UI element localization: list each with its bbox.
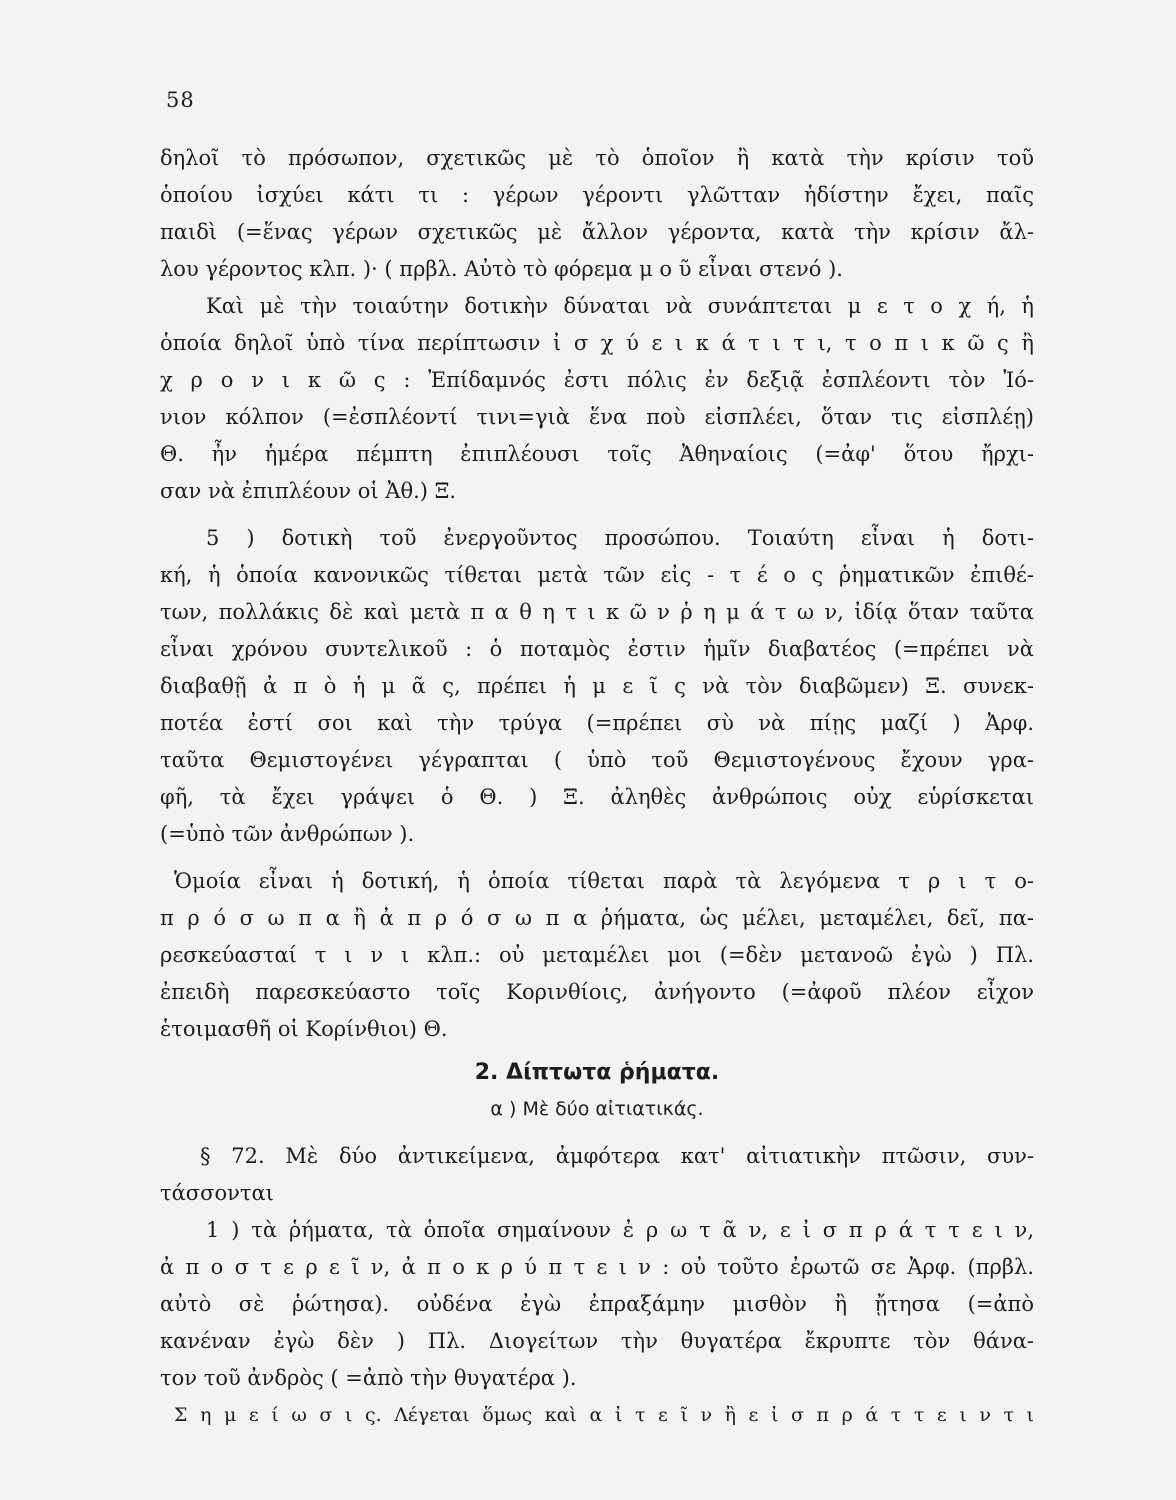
text-line: τον τοῦ ἀνδρὸς ( =ἀπὸ τὴν θυγατέρα ). [160,1366,577,1390]
text-line: κή, ἡ ὁποία κανονικῶς τίθεται μετὰ τῶν εἰς - τ έ ο ς ῥηματικῶν ἐπιθέ- [160,563,1034,587]
text-line: χ ρ ο ν ι κ ῶ ς : Ἐπίδαμνός ἐστι πόλις ἐν δεξιᾷ ἐσπλέοντι τὸν Ἰό- [160,368,1034,392]
text-line: λου γέροντος κλπ. )· ( πρβλ. Αὐτὸ τὸ φόρεμα μ ο ῦ εἶναι στενό ). [160,257,843,281]
text-line: ποτέα ἐστί σοι καὶ τὴν τρύγα (=πρέπει σὺ νὰ πίῃς μαζί ) Ἀρφ. [160,711,1034,735]
text-line: ρεσκεύασταί τ ι ν ι κλπ.: οὐ μεταμέλει μοι (=δὲν μετανοῶ ἐγὼ ) Πλ. [160,943,1034,967]
page-number: 58 [166,88,195,112]
text-line: σαν νὰ ἐπιπλέουν οἱ Ἀθ.) Ξ. [160,479,457,503]
note-line: Σ η μ ε ί ω σ ι ς. Λέγεται ὅμως καὶ α ἰ τ ε ῖ ν ἢ ε ἰ σ π ρ ά τ τ ε ι ν τ ι [174,1404,1034,1426]
text-line: ἀ π ο σ τ ε ρ ε ῖ ν, ἀ π ο κ ρ ύ π τ ε ι ν : οὐ τοῦτο ἐρωτῶ σε Ἀρφ. (πρβλ. [160,1255,1034,1279]
text-line: τάσσονται [160,1181,274,1205]
text-line: δηλοῖ τὸ πρόσωπον, σχετικῶς μὲ τὸ ὁποῖον ἢ κατὰ τὴν κρίσιν τοῦ [160,146,1034,170]
page-body [160,140,1034,1434]
text-line: φῆ, τὰ ἔχει γράψει ὁ Θ. ) Ξ. ἀληθὲς ἀνθρώποις οὐχ εὑρίσκεται [160,785,1034,809]
text-line: ὁποία δηλοῖ ὑπὸ τίνα περίπτωσιν ἰ σ χ ύ ε ι κ ά τ ι τ ι, τ ο π ι κ ῶ ς ἢ [160,331,1034,355]
section-heading: 2. Δίπτωτα ῥήματα. [474,1060,720,1085]
paragraph-start-line: Καὶ μὲ τὴν τοιαύτην δοτικὴν δύναται νὰ συνάπτεται μ ε τ ο χ ή, ἡ [206,294,1034,318]
paragraph-start-line: Ὁμοία εἶναι ἡ δοτική, ἡ ὁποία τίθεται παρὰ τὰ λεγόμενα τ ρ ι τ ο- [174,869,1034,893]
text-line: διαβαθῇ ἀ π ὸ ἡ μ ᾶ ς, πρέπει ἡ μ ε ῖ ς νὰ τὸν διαβῶμεν) Ξ. συνεκ- [160,674,1034,698]
text-line: ἐπειδὴ παρεσκεύαστο τοῖς Κορινθίοις, ἀνήγοντο (=ἀφοῦ πλέον εἶχον [160,980,1034,1004]
paragraph-start-line: § 72. Μὲ δύο ἀντικείμενα, ἀμφότερα κατ' αἰτιατικὴν πτῶσιν, συν- [200,1144,1034,1168]
text-line: π ρ ό σ ω π α ἢ ἀ π ρ ό σ ω π α ῥήματα, ὡς μέλει, μεταμέλει, δεῖ, πα- [160,906,1034,930]
text-line: κανέναν ἐγὼ δὲν ) Πλ. Διογείτων τὴν θυγατέρα ἔκρυπτε τὸν θάνα- [160,1329,1034,1353]
text-line: αὐτὸ σὲ ῥώτησα). οὐδένα ἐγὼ ἐπραξάμην μισθὸν ἢ ᾔτησα (=ἀπὸ [160,1292,1034,1316]
text-line: των, πολλάκις δὲ καὶ μετὰ π α θ η τ ι κ ῶ ν ῥ η μ ά τ ω ν, ἰδίᾳ ὅταν ταῦτα [160,600,1034,624]
paragraph-start-line: 1 ) τὰ ῥήματα, τὰ ὁποῖα σημαίνουν ἐ ρ ω τ ᾶ ν, ε ἰ σ π ρ ά τ τ ε ι ν, [206,1218,1034,1242]
paragraph-start-line: 5 ) δοτικὴ τοῦ ἐνεργοῦντος προσώπου. Τοιαύτη εἶναι ἡ δοτι- [206,526,1034,550]
text-line: νιον κόλπον (=ἐσπλέοντί τινι=γιὰ ἕνα ποὺ εἰσπλέει, ὅταν τις εἰσπλέῃ) [160,405,1034,429]
text-line: παιδὶ (=ἕνας γέρων σχετικῶς μὲ ἄλλον γέροντα, κατὰ τὴν κρίσιν ἄλ- [160,220,1034,244]
text-line: ὁποίου ἰσχύει κάτι τι : γέρων γέροντι γλῶτταν ἡδίστην ἔχει, παῖς [160,183,1034,207]
subsection-heading: α ) Μὲ δύο αἰτιατικάς. [490,1098,704,1120]
text-line: ἑτοιμασθῆ οἱ Κορίνθιοι) Θ. [160,1017,448,1041]
text-line: Θ. ἦν ἡμέρα πέμπτη ἐπιπλέουσι τοῖς Ἀθηναίοις (=ἀφ' ὅτου ἤρχι- [160,442,1034,466]
text-line: (=ὑπὸ τῶν ἀνθρώπων ). [160,822,415,846]
text-line: εἶναι χρόνου συντελικοῦ : ὁ ποταμὸς ἐστιν ἡμῖν διαβατέος (=πρέπει νὰ [160,637,1034,661]
text-line: ταῦτα Θεμιστογένει γέγραπται ( ὑπὸ τοῦ Θεμιστογένους ἔχουν γρα- [160,748,1034,772]
